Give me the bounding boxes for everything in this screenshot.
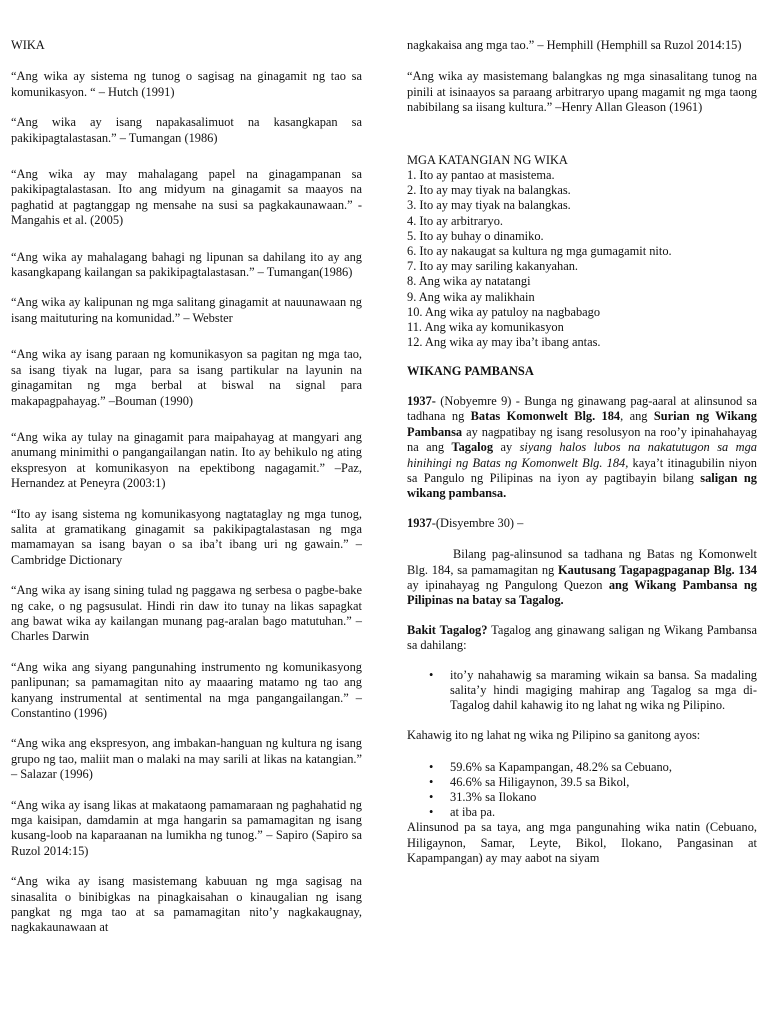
- list-item: 12. Ang wika ay may iba’t ibang antas.: [407, 335, 601, 350]
- list-item: 8. Ang wika ay natatangi: [407, 274, 531, 289]
- quote-hemphill-end: nagkakaisa ang mga tao.” – Hemphill (Hemphill sa Ruzol 2014:15): [407, 38, 742, 52]
- quote-cambridge: “Ito ay isang sistema ng komunikasyong nagtataglay ng mga tunog, salita at gramatikang ginagamit sa pakikipagtalastasan ng mga mamamayan sa isang bayan o sa iba’t ibang uri ng gawain.” –Cambridge Dictionary: [11, 506, 362, 567]
- list-item: • 31.3% sa Ilokano: [429, 789, 537, 804]
- paragraph-1937-nobyembre: 1937- (Nobyemre 9) - Bunga ng ginawang pag-aaral at alinsunod sa tadhana ng Batas Komonwelt Blg. 184, ang Surian ng Wikang Pambansa ay nagpatibay ng isang resolusyon na roo’y ipinahahayag na ang Tagalog ay siyang halos lubos na nakatutugon sa mga hinihingi ng Batas ng Komonwelt Blg. 184, kaya’t itinagubilin niyon sa Pangulo ng Pilipinas na iyon ay pagtibayin bilang saligan ng wikang pambansa.: [407, 393, 757, 501]
- quote-salazar: “Ang wika ang ekspresyon, ang imbakan-hanguan ng kultura ng isang grupo ng tao, maliit man o malaki na may sarili at likas na katangian.” – Salazar (1996): [11, 736, 362, 782]
- katangian-title: MGA KATANGIAN NG WIKA: [407, 152, 568, 167]
- bakit-bullet-list: [407, 668, 757, 714]
- right-column: [407, 38, 757, 867]
- list-item: 2. Ito ay may tiyak na balangkas.: [407, 183, 571, 198]
- list-item: 10. Ang wika ay patuloy na nagbabago: [407, 304, 601, 319]
- quote-tumangan-1: “Ang wika ay isang napakasalimuot na kasangkapan sa pakikipagtalastasan.” – Tumangan (1986): [11, 115, 362, 145]
- katangian-list: [407, 168, 757, 350]
- list-item: 9. Ang wika ay malikhain: [407, 289, 535, 304]
- list-item: 1. Ito ay pantao at masistema.: [407, 168, 555, 183]
- list-item: • 46.6% sa Hiligaynon, 39.5 sa Bikol,: [429, 774, 630, 789]
- list-item: 7. Ito ay may sariling kakanyahan.: [407, 259, 579, 274]
- quote-webster: “Ang wika ay kalipunan ng mga salitang ginagamit at nauunawaan ng isang maituturing na komunidad.” – Webster: [11, 295, 362, 325]
- list-item: • ito’y nahahawig sa maraming wikain sa bansa. Sa madaling salita’y hindi magiging mahirap ang Tagalog sa mga di-Tagalog dahil kahawig ito ng lahat ng wika ng Pilipino.: [429, 667, 757, 712]
- paragraph-bakit-tagalog: Bakit Tagalog? Tagalog ang ginawang saligan ng Wikang Pambansa sa dahilang:: [407, 622, 757, 653]
- bullet-icon: •: [429, 805, 434, 820]
- percent-bullet-list: [407, 760, 757, 821]
- quote-bouman: “Ang wika ay isang paraan ng komunikasyon sa pagitan ng mga tao, sa isang tiyak na lugar, para sa isang partikular na layunin na ginagamitan ng mga berbal at biswal na signal para makapagpahayag.” –Bouman (1990): [11, 347, 362, 408]
- wikang-pambansa-title: WIKANG PAMBANSA: [407, 364, 534, 379]
- list-item: • at iba pa.: [429, 805, 496, 820]
- list-item: • 59.6% sa Kapampangan, 48.2% sa Cebuano,: [429, 759, 672, 774]
- paragraph-alinsunod: Alinsunod pa sa taya, ang mga pangunahing wika natin (Cebuano, Hiligaynon, Samar, Leyte, Bikol, Ilokano, Pangasinan at Kapampangan) ay may aabot na siyam: [407, 820, 757, 866]
- quote-hemphill-start: “Ang wika ay isang masistemang kabuuan ng mga sagisag na sinasalita o binibigkas na pinagkaisahan o kinaugalian ng isang pangkat ng mga tao at sa pamamagitan nito’y nagkakaugnay, nagkakaunawaan at: [11, 874, 362, 935]
- list-item: 6. Ito ay nakaugat sa kultura ng mga gumagamit nito.: [407, 244, 672, 259]
- list-item: 11. Ang wika ay komunikasyon: [407, 320, 564, 335]
- quote-darwin: “Ang wika ay isang sining tulad ng paggawa ng serbesa o pagbe-bake ng cake, o ng pagsusulat. Hindi rin daw ito tunay na likas sapagkat ang bawat wika ay kailangan munang pag-aralan bago matutuhan.” – Charles Darwin: [11, 583, 362, 644]
- year-label: 1937: [407, 515, 432, 530]
- quote-constantino: “Ang wika ang siyang pangunahing instrumento ng komunikasyong panlipunan; sa pamamagitan nito ay maaaring matamo ng tao ang kanyang instrumental at sentimental na mga pangangailangan.” – Constantino (1996): [11, 659, 362, 720]
- quote-gleason: “Ang wika ay masistemang balangkas ng mga sinasalitang tunog na pinili at isinaayos sa paraang arbitraryo upang magamit ng mga taong nabibilang sa iisang kultura.” –Henry Allan Gleason (1961): [407, 69, 757, 115]
- wika-title: WIKA: [11, 38, 45, 52]
- quote-mangahis: “Ang wika ay may mahalagang papel na ginagampanan sa pakikipagtalastasan. Ito ang midyum na ginagamit sa maayos na paghatid at pagtanggap ng mensahe na susi sa pagkakaunawaan.” - Mangahis et al. (2005): [11, 167, 362, 228]
- list-item: 5. Ito ay buhay o dinamiko.: [407, 228, 544, 243]
- list-item: 3. Ito ay may tiyak na balangkas.: [407, 198, 571, 213]
- list-item: 4. Ito ay arbitraryo.: [407, 213, 503, 228]
- quote-sapiro: “Ang wika ay isang likas at makataong pamamaraan ng paghahatid ng mga kaisipan, damdamin at mga hangarin sa pamamagitan ng isang kusang-loob na kaparaanan na lumikha ng tunog.” – Sapiro (Sapiro sa Ruzol 2014:15): [11, 797, 362, 858]
- quote-paz: “Ang wika ay tulay na ginagamit para maipahayag at mangyari ang anumang minimithi o pangangailangan natin. Ito ay behikulo ng ating ekspresyon at komunikasyon na epektibong nagagamit.” –Paz, Hernandez at Peneyra (2003:1): [11, 429, 362, 491]
- year-label: 1937-: [407, 393, 436, 408]
- paragraph-1937-disyembre: 1937-(Disyembre 30) –: [407, 515, 524, 530]
- quote-hutch: “Ang wika ay sistema ng tunog o sagisag na ginagamit ng tao sa komunikasyon. “ – Hutch (1991): [11, 69, 362, 99]
- bullet-icon: •: [429, 759, 434, 774]
- bullet-icon: •: [429, 667, 434, 682]
- bullet-icon: •: [429, 774, 434, 789]
- paragraph-kahawig: Kahawig ito ng lahat ng wika ng Pilipino sa ganitong ayos:: [407, 728, 701, 743]
- paragraph-kautusan: Bilang pag-alinsunod sa tadhana ng Batas ng Komonwelt Blg. 184, sa pamamagitan ng Kautusang Tagapagpaganap Blg. 134 ay ipinahayag ng Pangulong Quezon ang Wikang Pambansa ng Pilipinas na batay sa Tagalog.: [407, 547, 757, 608]
- quote-tumangan-2: “Ang wika ay mahalagang bahagi ng lipunan sa dahilang ito ay ang kasangkapang kailangan sa pakikipagtalastasan.” – Tumangan(1986): [11, 249, 362, 280]
- bullet-icon: •: [429, 789, 434, 804]
- left-column: [11, 38, 362, 936]
